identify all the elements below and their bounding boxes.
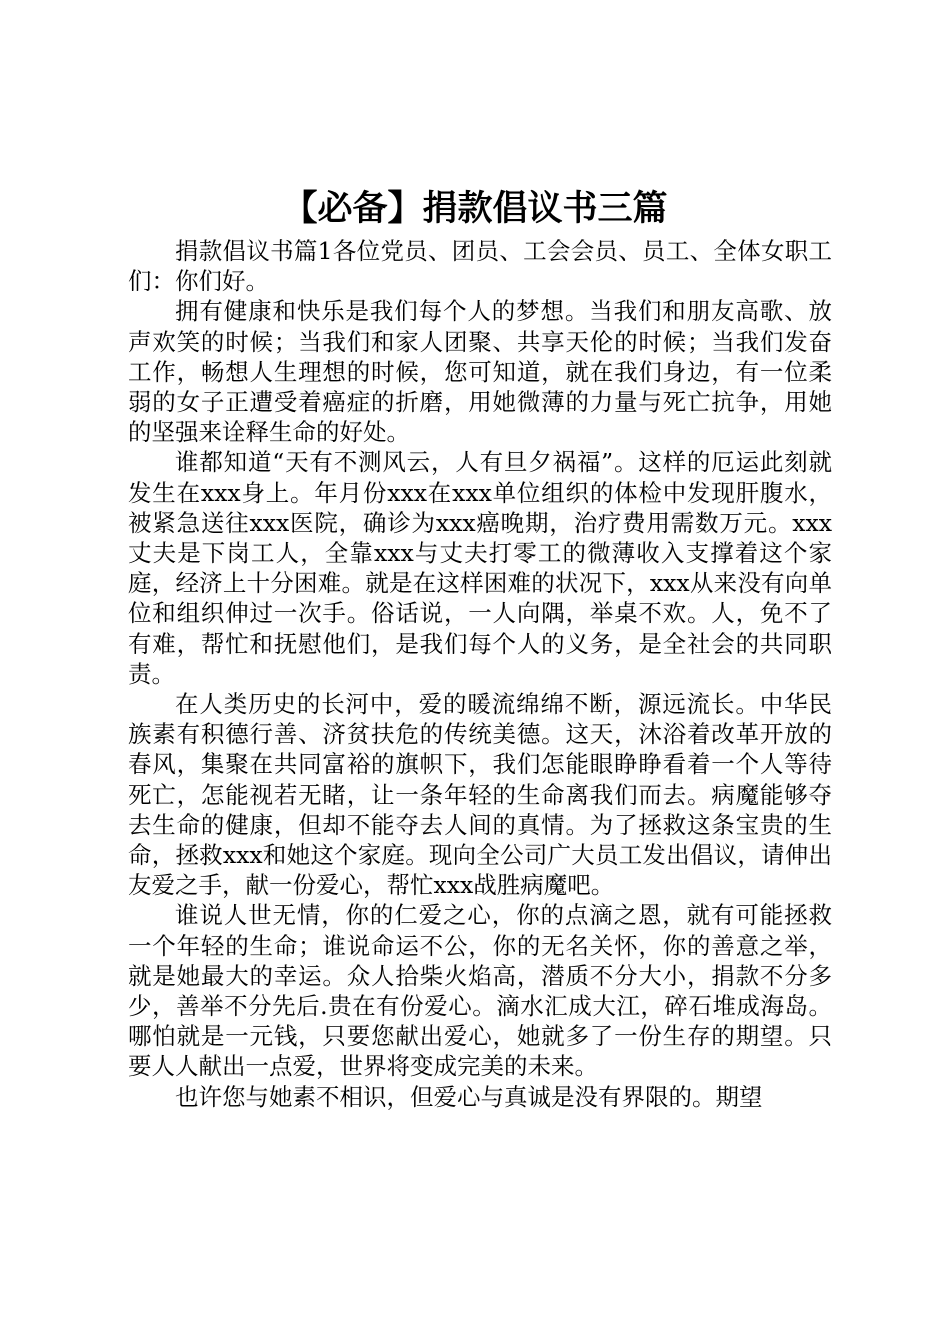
paragraph-3: 谁都知道“天有不测风云，人有旦夕祸福”。这样的厄运此刻就发生在xxx身上。年月份xxx在xxx单位组织的体检中发现肝腹水，被紧急送往xxx医院，确诊为xxx癌晚期，治疗费用需数万元。xxx丈夫是下岗工人，全靠xxx与丈夫打零工的微薄收入支撑着这个家庭，经济上十分困难。就是在这样困难的状况下，xxx从来没有向单位和组织伸过一次手。俗话说，一人向隅，举桌不欢。人，免不了有难，帮忙和抚慰他们，是我们每个人的义务，是全社会的共同职责。 [128, 448, 832, 688]
paragraph-2: 拥有健康和快乐是我们每个人的梦想。当我们和朋友高歌、放声欢笑的时候；当我们和家人团聚、共享天伦的时候；当我们发奋工作，畅想人生理想的时候，您可知道，就在我们身边，有一位柔弱的女子正遭受着癌症的折磨，用她微薄的力量与死亡抗争，用她的坚强来诠释生命的好处。 [128, 297, 832, 447]
paragraph-5: 谁说人世无情，你的仁爱之心，你的点滴之恩，就有可能拯救一个年轻的生命；谁说命运不公，你的无名关怀，你的善意之举，就是她最大的幸运。众人拾柴火焰高，潜质不分大小，捐款不分多少，善举不分先后.贵在有份爱心。滴水汇成大江，碎石堆成海岛。哪怕就是一元钱，只要您献出爱心，她就多了一份生存的期望。只要人人献出一点爱，世界将变成完美的未来。 [128, 901, 832, 1081]
document-body [128, 236, 832, 1112]
document-title: 【必备】捐款倡议书三篇 [282, 189, 668, 229]
paragraph-6: 也许您与她素不相识，但爱心与真诚是没有界限的。期望 [175, 1082, 763, 1111]
paragraph-1: 捐款倡议书篇1各位党员、团员、工会会员、员工、全体女职工们：你们好。 [128, 237, 832, 296]
paragraph-4: 在人类历史的长河中，爱的暖流绵绵不断，源远流长。中华民族素有积德行善、济贫扶危的传统美德。这天，沐浴着改革开放的春风，集聚在共同富裕的旗帜下，我们怎能眼睁睁看着一个人等待死亡，怎能视若无睹，让一条年轻的生命离我们而去。病魔能够夺去生命的健康，但却不能夺去人间的真情。为了拯救这条宝贵的生命，拯救xxx和她这个家庭。现向全公司广大员工发出倡议，请伸出友爱之手，献一份爱心，帮忙xxx战胜病魔吧。 [128, 690, 832, 900]
